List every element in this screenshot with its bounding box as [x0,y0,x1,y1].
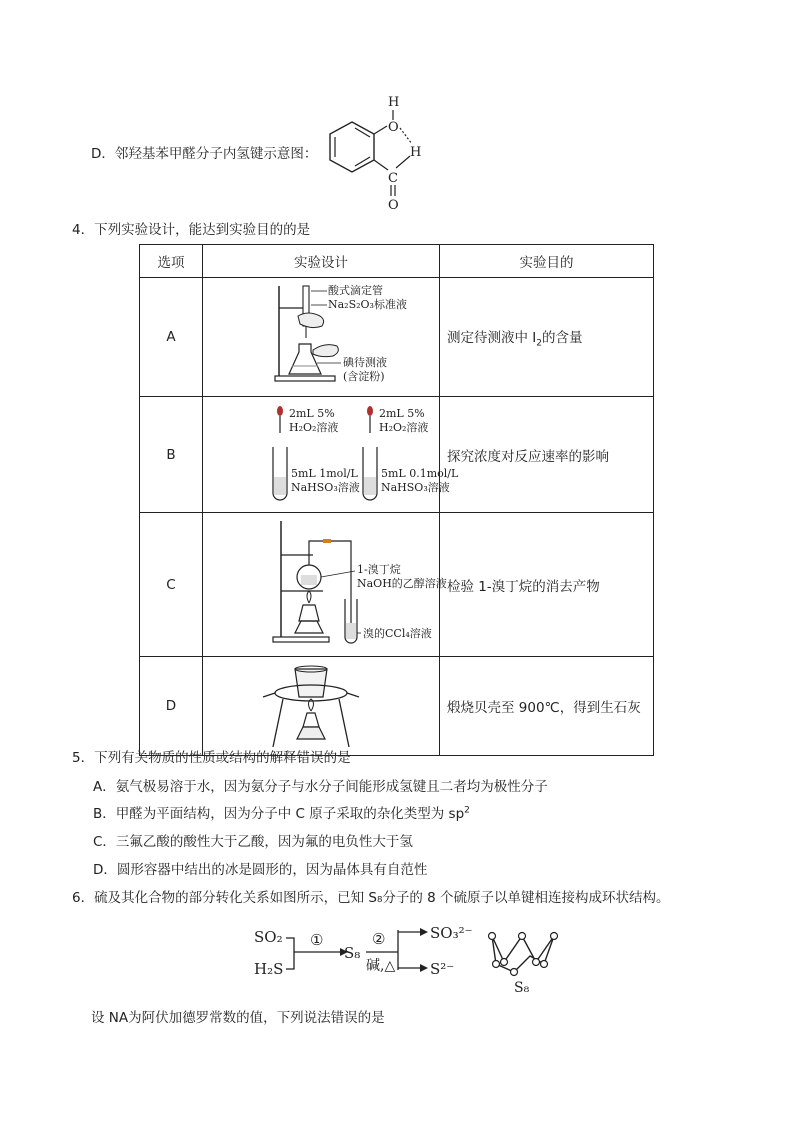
titration-apparatus [203,278,439,392]
sulfur-conversion-scheme [248,914,578,1000]
elimination-apparatus [203,513,447,652]
row-b-label-l2: H₂O₂溶液 [289,421,339,434]
row-a-label-sample: 碘待测液 [343,356,387,369]
table-row [140,657,654,756]
scheme-step2: ② [372,930,386,948]
row-a-label-starch: (含淀粉) [343,370,385,383]
row-c-label-reagent2: NaOH的乙醇溶液 [357,577,447,590]
calcination-apparatus [203,657,439,751]
row-c-purpose: 检验 1-溴丁烷的消去产物 [440,513,654,657]
row-b-label-l1: 2mL 5% [289,407,335,420]
row-a-label-std: Na₂S₂O₃标准液 [328,298,407,311]
q4-stem: 4．下列实验设计，能达到实验目的的是 [72,222,311,238]
q5-option-c: C．三氟乙酸的酸性大于乙酸，因为氟的电负性大于氢 [93,834,413,850]
table-header-row [140,245,654,278]
scheme-sulfide: S²⁻ [430,960,455,978]
q5-option-d: D．圆形容器中结出的冰是圆形的，因为晶体具有自范性 [93,862,428,878]
row-a-purpose [440,278,654,397]
row-b-label-r2: H₂O₂溶液 [379,421,429,434]
row-a-option: A [140,278,203,397]
row-a-purpose-post: 的含量 [542,329,583,346]
q5-stem: 5．下列有关物质的性质或结构的解释错误的是 [72,750,351,766]
q6-stem: 6．硫及其化合物的部分转化关系如图所示，已知 S₈分子的 8 个硫原子以单键相连接构成环状结构。 [72,890,670,906]
row-a-purpose-pre: 测定待测液中 I [447,329,537,346]
struct-atom-c: C [388,171,398,186]
struct-atom-h1: H [388,95,400,110]
row-d-option: D [140,657,203,756]
row-a-label-burette: 酸式滴定管 [328,284,383,297]
scheme-sulfite: SO₃²⁻ [430,924,473,942]
header-option: 选项 [140,245,203,278]
row-d-purpose: 煅烧贝壳至 900℃，得到生石灰 [440,657,654,756]
table-row [140,397,654,513]
row-c-label-bromine: 溴的CCl₄溶液 [363,627,432,640]
test-tube-comparison [203,397,459,508]
header-design: 实验设计 [203,245,440,278]
row-c-label-reagent1: 1-溴丁烷 [357,563,401,576]
table-row [140,278,654,397]
scheme-condition: 碱,△ [366,958,396,974]
scheme-ring-label: S₈ [514,980,530,996]
row-b-label-r4: NaHSO₃溶液 [381,481,450,494]
scheme-step1: ① [310,931,324,949]
q6-tail: 设 NA为阿伏加德罗常数的值，下列说法错误的是 [91,1010,385,1026]
row-d-design [203,657,440,756]
q5-option-b [93,802,470,822]
header-purpose: 实验目的 [440,245,654,278]
row-a-design [203,278,440,397]
scheme-h2s: H₂S [254,960,284,978]
row-b-purpose: 探究浓度对反应速率的影响 [440,397,654,513]
row-c-option: C [140,513,203,657]
scheme-s8: S₈ [344,944,361,962]
row-b-design [203,397,459,513]
struct-atom-o1: O [388,120,399,135]
table-row [140,513,654,657]
experiment-table [139,244,654,756]
q5-option-a: A．氨气极易溶于水，因为氨分子与水分子间能形成氢键且二者均为极性分子 [93,779,548,795]
q5-option-b-sup: 2 [464,805,470,816]
row-c-design [203,513,447,657]
q5-option-b-text: B．甲醛为平面结构，因为分子中 C 原子采取的杂化类型为 sp [93,806,465,822]
struct-atom-h2: H [410,145,422,160]
row-b-option: B [140,397,203,513]
scheme-so2: SO₂ [254,928,283,946]
salicylaldehyde-structure [322,90,442,214]
row-a-purpose-sub: 2 [536,338,543,349]
row-b-label-l3: 5mL 1mol/L [291,467,358,480]
row-b-label-r3: 5mL 0.1mol/L [381,467,459,480]
struct-atom-o2: O [388,198,399,213]
row-b-label-l4: NaHSO₃溶液 [291,481,360,494]
row-b-label-r1: 2mL 5% [379,407,425,420]
q3-option-d: D．邻羟基苯甲醛分子内氢键示意图： [91,146,318,162]
